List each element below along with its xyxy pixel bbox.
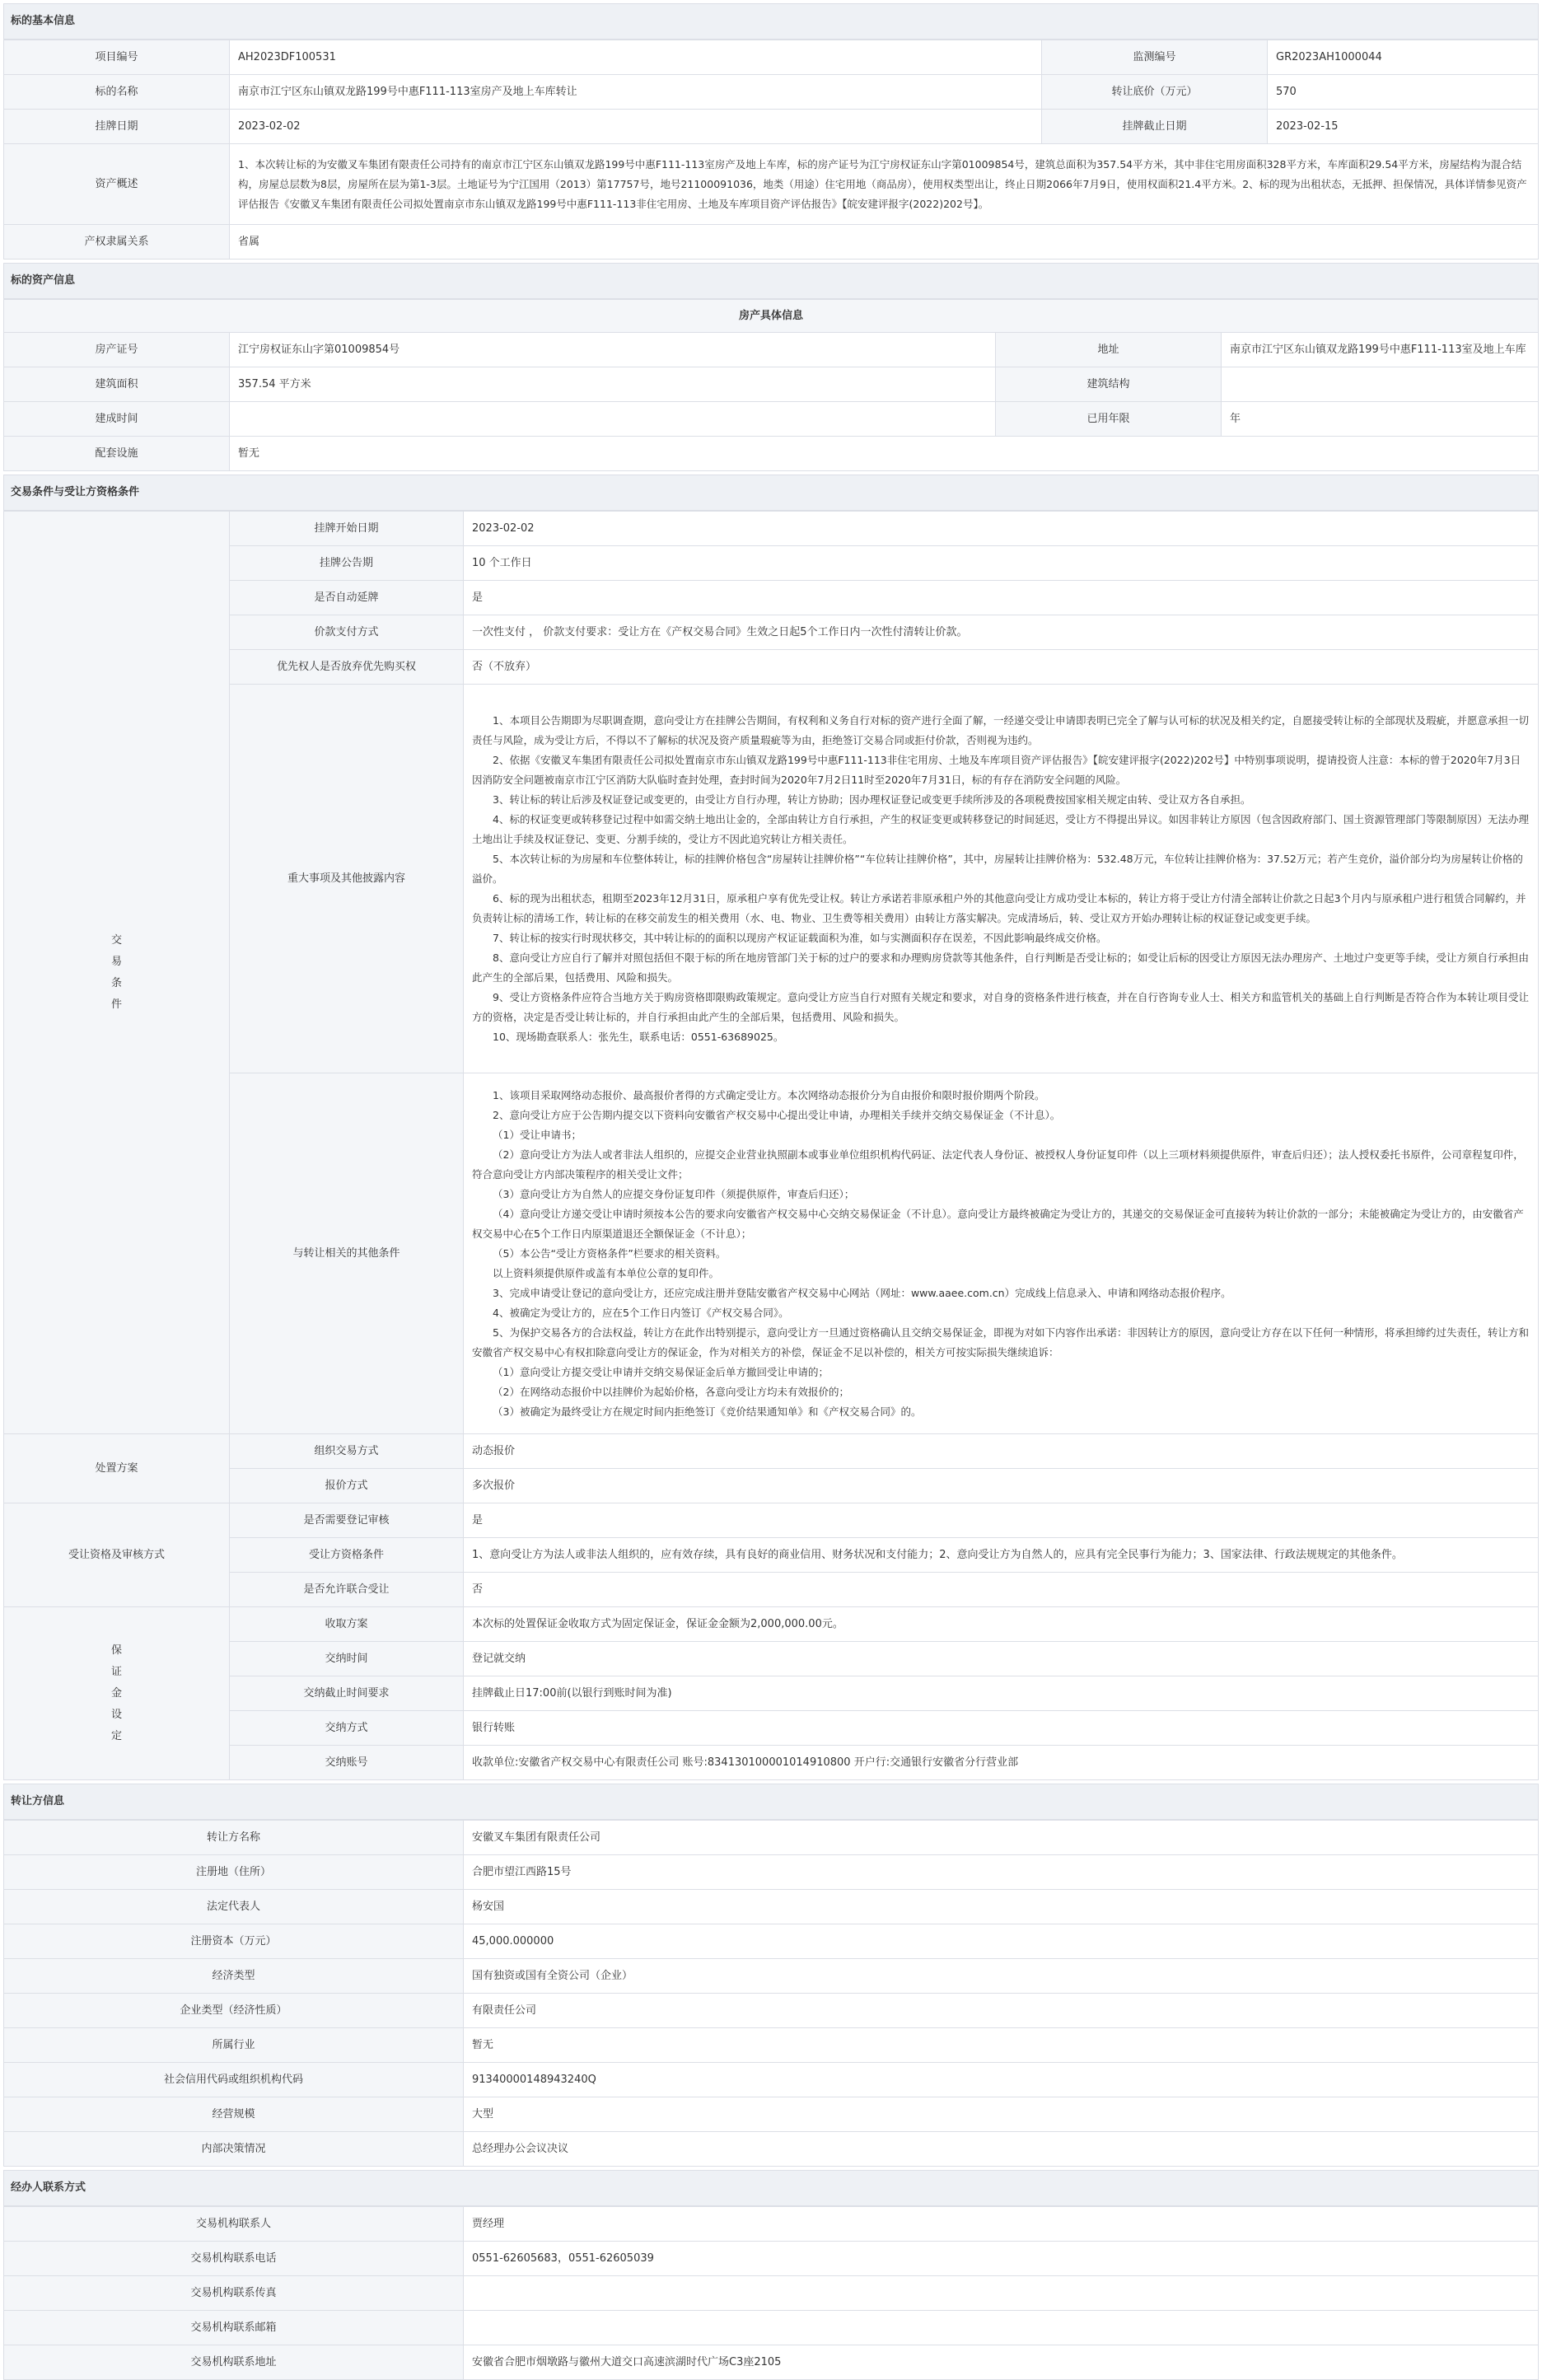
other-item: 以上资料须提供原件或盖有本单位公章的复印件。 <box>493 1266 720 1279</box>
section-conditions-title: 交易条件与受让方资格条件 <box>3 475 1539 511</box>
legal-rep-value: 杨安国 <box>464 1890 1539 1924</box>
other-item: 1、该项目采取网络动态报价、最高报价者得的方式确定受让方。本次网络动态报价分为自由报价和限时报价期两个阶段。 <box>493 1088 1045 1101</box>
deposit-group-label: 保证金设定 <box>4 1607 230 1780</box>
announce-period-label: 挂牌公告期 <box>230 546 464 581</box>
industry-label: 所属行业 <box>4 2028 464 2063</box>
trade-conditions-group-label: 交易条件 <box>4 512 230 1434</box>
internal-decision-value: 总经理办公会议决议 <box>464 2132 1539 2167</box>
company-type-label: 企业类型（经济性质） <box>4 1994 464 2028</box>
cert-label: 房产证号 <box>4 333 230 367</box>
list-date-value: 2023-02-02 <box>230 110 1042 144</box>
major-matters-label: 重大事项及其他披露内容 <box>230 685 464 1073</box>
monitor-no-label: 监测编号 <box>1042 40 1268 75</box>
other-item: 3、完成申请受让登记的意向受让方，还应完成注册并登陆安徽省产权交易中心网站（网址：www.aaee.com.cn）完成线上信息录入、申请和网络动态报价程序。 <box>493 1286 1231 1299</box>
agent-fax-value <box>464 2276 1539 2311</box>
agent-phone-value: 0551-62605683，0551-62605039 <box>464 2242 1539 2276</box>
collect-plan-value: 本次标的处置保证金收取方式为固定保证金，保证金金额为2,000,000.00元。 <box>464 1607 1539 1642</box>
major-item: 5、本次转让标的为房屋和车位整体转让，标的挂牌价格包含“房屋转让挂牌价格”“车位转让挂牌价格”，其中，房屋转让挂牌价格为：532.48万元，车位转让挂牌价格为：37.52万元；若产生竞价，溢价部分均为房屋转让价格的溢价。 <box>472 852 1523 885</box>
buyer-qualification-value: 1、意向受让方为法人或非法人组织的，应有效存续，具有良好的商业信用、财务状况和支付能力；2、意向受让方为自然人的，应具有完全民事行为能力；3、国家法律、行政法规规定的其他条件。 <box>464 1538 1539 1573</box>
legal-rep-label: 法定代表人 <box>4 1890 464 1924</box>
asset-info-table <box>3 299 1539 471</box>
major-item: 10、现场勘查联系人：张先生，联系电话：0551-63689025。 <box>493 1030 784 1043</box>
need-registration-value: 是 <box>464 1503 1539 1538</box>
facility-value: 暂无 <box>230 437 1539 471</box>
quote-method-label: 报价方式 <box>230 1469 464 1503</box>
payment-method-value: 一次性支付 ， 价款支付要求：受让方在《产权交易合同》生效之日起5个工作日内一次性付清转让价款。 <box>464 615 1539 650</box>
built-time-value <box>230 402 996 437</box>
other-item: （3）意向受让方为自然人的应提交身份证复印件（须提供原件，审查后归还）； <box>493 1187 855 1200</box>
area-value: 357.54 平方米 <box>230 367 996 402</box>
joint-transfer-value: 否 <box>464 1573 1539 1607</box>
agent-phone-label: 交易机构联系电话 <box>4 2242 464 2276</box>
company-type-value: 有限责任公司 <box>464 1994 1539 2028</box>
seller-address-value: 合肥市望江西路15号 <box>464 1855 1539 1890</box>
deposit-account-label: 交纳账号 <box>230 1746 464 1780</box>
agent-address-value: 安徽省合肥市烟墩路与徽州大道交口高速滨湖时代广场C3座2105 <box>464 2345 1539 2380</box>
facility-label: 配套设施 <box>4 437 230 471</box>
base-price-label: 转让底价（万元） <box>1042 75 1268 110</box>
other-item: （1）意向受让方提交受让申请并交纳交易保证金后单方撤回受让申请的； <box>493 1365 829 1378</box>
major-item: 3、转让标的转让后涉及权证登记或变更的，由受让方自行办理，转让方协助；因办理权证登记或变更手续所涉及的各项税费按国家相关规定由转、受让双方各自承担。 <box>493 793 1251 806</box>
quote-method-value: 多次报价 <box>464 1469 1539 1503</box>
seller-info-table <box>3 1820 1539 2167</box>
other-item: （1）受让申请书； <box>493 1128 582 1141</box>
deposit-time-label: 交纳时间 <box>230 1642 464 1676</box>
agent-fax-label: 交易机构联系传真 <box>4 2276 464 2311</box>
other-item: （3）被确定为最终受让方在规定时间内拒绝签订《竞价结果通知单》和《产权交易合同》的。 <box>493 1405 922 1418</box>
major-item: 9、受让方资格条件应符合当地方关于购房资格即限购政策规定。意向受让方应当自行对照有关规定和要求，对自身的资格条件进行核查，并在自行咨询专业人士、相关方和监管机关的基础上自行判断是否符合作为本转让项目受让方的资格，决定是否受让转让标的，并自行承担由此产生的全部后果，包括费用、风险和损失。 <box>472 990 1529 1023</box>
deposit-method-value: 银行转账 <box>464 1711 1539 1746</box>
need-registration-label: 是否需要登记审核 <box>230 1503 464 1538</box>
major-matters-value <box>464 685 1539 1073</box>
joint-transfer-label: 是否允许联合受让 <box>230 1573 464 1607</box>
asset-name-label: 标的名称 <box>4 75 230 110</box>
seller-name-value: 安徽叉车集团有限责任公司 <box>464 1821 1539 1855</box>
list-end-value: 2023-02-15 <box>1268 110 1539 144</box>
auto-extend-value: 是 <box>464 581 1539 615</box>
deposit-deadline-value: 挂牌截止日17:00前(以银行到账时间为准) <box>464 1676 1539 1711</box>
agent-contact-label: 交易机构联系人 <box>4 2207 464 2242</box>
other-item: （2）意向受让方为法人或者非法人组织的，应提交企业营业执照副本或事业单位组织机构代码证、法定代表人身份证、被授权人身份证复印件（以上三项材料须提供原件，审查后归还）；法人授权委托书原件，公司章程复印件，符合意向受让方内部决策程序的相关受让文件； <box>472 1148 1524 1181</box>
other-item: （2）在网络动态报价中以挂牌价为起始价格，各意向受让方均未有效报价的； <box>493 1385 849 1398</box>
qualification-group-label: 受让资格及审核方式 <box>4 1503 230 1607</box>
area-label: 建筑面积 <box>4 367 230 402</box>
overview-value: 1、本次转让标的为安徽叉车集团有限责任公司持有的南京市江宁区东山镇双龙路199号中惠F111-113室房产及地上车库，标的房产证号为江宁房权证东山字第01009854号，建筑总面积为357.54平方米，其中非住宅用房面积328平方米，车库面积29.54平方米，房屋结构为混合结构，房屋总层数为8层，房屋所在层为第1-3层。土地证号为宁江国用（2013）第17757号，地号21100091036，地类（用途）住宅用地（商品房），使用权类型出让，终止日期2066年7月9日，使用权面积21.4平方米。2、标的现为出租状态，无抵押、担保情况，具体详情参见资产评估报告《安徽叉车集团有限责任公司拟处置南京市东山镇双龙路199号中惠F111-113非住宅用房、土地及车库项目资产评估报告》【皖安建评报字(2022)202号】。 <box>230 144 1539 225</box>
deposit-deadline-label: 交纳截止时间要求 <box>230 1676 464 1711</box>
reg-capital-value: 45,000.000000 <box>464 1924 1539 1959</box>
econ-type-label: 经济类型 <box>4 1959 464 1994</box>
other-item: 2、意向受让方应于公告期内提交以下资料向安徽省产权交易中心提出受让申请，办理相关手续并交纳交易保证金（不计息）。 <box>493 1108 1061 1121</box>
address-value: 南京市江宁区东山镇双龙路199号中惠F111-113室及地上车库 <box>1222 333 1539 367</box>
major-item: 4、标的权证变更或转移登记过程中如需交纳土地出让金的，全部由转让方自行承担，产生的权证变更或转移登记的时间延迟，受让方不得提出异议。如因非转让方原因（包含因政府部门、国土资源管理部门等限制原因）无法办理土地出让手续及权证登记、变更、分割手续的，受让方不因此追究转让方相关责任。 <box>472 812 1529 845</box>
deposit-method-label: 交纳方式 <box>230 1711 464 1746</box>
built-time-label: 建成时间 <box>4 402 230 437</box>
major-item: 1、本项目公告期即为尽职调查期，意向受让方在挂牌公告期间，有权利和义务自行对标的资产进行全面了解，一经递交受让申请即表明已完全了解与认可标的状况及相关约定，自愿接受转让标的全部现状及瑕疵，并愿意承担一切责任与风险，成为受让方后，不得以不了解标的状况及资产质量瑕疵等为由，拒绝签订交易合同或拒付价款，否则视为违约。 <box>472 713 1529 746</box>
seller-name-label: 转让方名称 <box>4 1821 464 1855</box>
structure-label: 建筑结构 <box>996 367 1222 402</box>
business-scale-label: 经营规模 <box>4 2097 464 2132</box>
cert-value: 江宁房权证东山字第01009854号 <box>230 333 996 367</box>
seller-address-label: 注册地（住所） <box>4 1855 464 1890</box>
agent-contact-value: 贾经理 <box>464 2207 1539 2242</box>
credit-code-value: 91340000148943240Q <box>464 2063 1539 2097</box>
other-item: 4、被确定为受让方的，应在5个工作日内签订《产权交易合同》。 <box>493 1306 789 1319</box>
major-item: 8、意向受让方应自行了解并对照包括但不限于标的所在地房管部门关于标的过户的要求和办理购房贷款等其他条件，自行判断是否受让标的；如受让后标的因受让方原因无法办理房产、土地过户变更等手续，受让方须自行承担由此产生的全部后果，包括费用、风险和损失。 <box>472 951 1529 984</box>
buyer-qualification-label: 受让方资格条件 <box>230 1538 464 1573</box>
section-seller-title: 转让方信息 <box>3 1784 1539 1820</box>
conditions-table <box>3 511 1539 1780</box>
list-end-label: 挂牌截止日期 <box>1042 110 1268 144</box>
agent-info-table <box>3 2206 1539 2380</box>
project-no-value: AH2023DF100531 <box>230 40 1042 75</box>
deposit-account-value: 收款单位:安徽省产权交易中心有限责任公司 账号:834130100001014910800 开户行:交通银行安徽省分行营业部 <box>464 1746 1539 1780</box>
major-item: 7、转让标的按实行时现状移交，其中转让标的的面积以现房产权证证载面积为准，如与实测面积存在误差，不因此影响最终成交价格。 <box>493 931 1107 944</box>
business-scale-value: 大型 <box>464 2097 1539 2132</box>
used-years-value: 年 <box>1222 402 1539 437</box>
used-years-label: 已用年限 <box>996 402 1222 437</box>
base-price-value: 570 <box>1268 75 1539 110</box>
payment-method-label: 价款支付方式 <box>230 615 464 650</box>
overview-label: 资产概述 <box>4 144 230 225</box>
deposit-time-value: 登记就交纳 <box>464 1642 1539 1676</box>
agent-email-label: 交易机构联系邮箱 <box>4 2311 464 2345</box>
structure-value <box>1222 367 1539 402</box>
credit-code-label: 社会信用代码或组织机构代码 <box>4 2063 464 2097</box>
org-method-value: 动态报价 <box>464 1434 1539 1469</box>
list-date-label: 挂牌日期 <box>4 110 230 144</box>
econ-type-value: 国有独资或国有全资公司（企业） <box>464 1959 1539 1994</box>
major-item: 6、标的现为出租状态，租期至2023年12月31日，原承租户享有优先受让权。转让方承诺若非原承租户外的其他意向受让方成功受让本标的，转让方将于受让方付清全部转让价款之日起3个月内与原承租户进行租赁合同解约，并负责转让标的清场工作，转让标的在移交前发生的相关费用（水、电、物业、卫生费等相关费用）由转让方落实解决。完成清场后，转、受让双方开始办理转让标的权证登记或变更手续。 <box>472 891 1526 924</box>
other-conditions-value <box>464 1073 1539 1434</box>
internal-decision-label: 内部决策情况 <box>4 2132 464 2167</box>
other-item: 5、为保护交易各方的合法权益，转让方在此作出特别提示，意向受让方一旦通过资格确认且交纳交易保证金，即视为对如下内容作出承诺：非因转让方的原因，意向受让方存在以下任何一种情形，将承担缔约过失责任，转让方和安徽省产权交易中心有权扣除意向受让方的保证金，作为对相关方的补偿，保证金不足以补偿的，相关方可按实际损失继续追诉： <box>472 1326 1529 1358</box>
collect-plan-label: 收取方案 <box>230 1607 464 1642</box>
priority-right-label: 优先权人是否放弃优先购买权 <box>230 650 464 685</box>
org-method-label: 组织交易方式 <box>230 1434 464 1469</box>
asset-name-value: 南京市江宁区东山镇双龙路199号中惠F111-113室房产及地上车库转让 <box>230 75 1042 110</box>
agent-address-label: 交易机构联系地址 <box>4 2345 464 2380</box>
auto-extend-label: 是否自动延牌 <box>230 581 464 615</box>
section-asset-title: 标的资产信息 <box>3 263 1539 299</box>
reg-capital-label: 注册资本（万元） <box>4 1924 464 1959</box>
industry-value: 暂无 <box>464 2028 1539 2063</box>
other-item: （5）本公告“受让方资格条件”栏要求的相关资料。 <box>493 1246 727 1260</box>
disposal-plan-label: 处置方案 <box>4 1434 230 1503</box>
asset-subsection-title: 房产具体信息 <box>4 300 1539 333</box>
section-agent-title: 经办人联系方式 <box>3 2170 1539 2206</box>
start-date-value: 2023-02-02 <box>464 512 1539 546</box>
other-item: （4）意向受让方递交受让申请时须按本公告的要求向安徽省产权交易中心交纳交易保证金（不计息）。意向受让方最终被确定为受让方的，其递交的交易保证金可直接转为转让价款的一部分；未能被确定为受让方的，由安徽省产权交易中心在5个工作日内原渠道退还全额保证金（不计息）； <box>472 1207 1524 1240</box>
section-basic-title: 标的基本信息 <box>3 3 1539 40</box>
major-item: 2、依据《安徽叉车集团有限责任公司拟处置南京市东山镇双龙路199号中惠F111-113非住宅用房、土地及车库项目资产评估报告》【皖安建评报字(2022)202号】中特别事项说明，提请投资人注意：本标的曾于2020年7月3日因消防安全问题被南京市江宁区消防大队临时查封处理，查封时间为2020年7月2日11时至2020年7月31日，标的有存在消防安全问题的风险。 <box>472 753 1521 786</box>
project-no-label: 项目编号 <box>4 40 230 75</box>
address-label: 地址 <box>996 333 1222 367</box>
announce-period-value: 10 个工作日 <box>464 546 1539 581</box>
agent-email-value <box>464 2311 1539 2345</box>
start-date-label: 挂牌开始日期 <box>230 512 464 546</box>
other-conditions-label: 与转让相关的其他条件 <box>230 1073 464 1434</box>
monitor-no-value: GR2023AH1000044 <box>1268 40 1539 75</box>
priority-right-value: 否（不放弃） <box>464 650 1539 685</box>
basic-info-table <box>3 40 1539 260</box>
affiliation-label: 产权隶属关系 <box>4 225 230 260</box>
affiliation-value: 省属 <box>230 225 1539 260</box>
